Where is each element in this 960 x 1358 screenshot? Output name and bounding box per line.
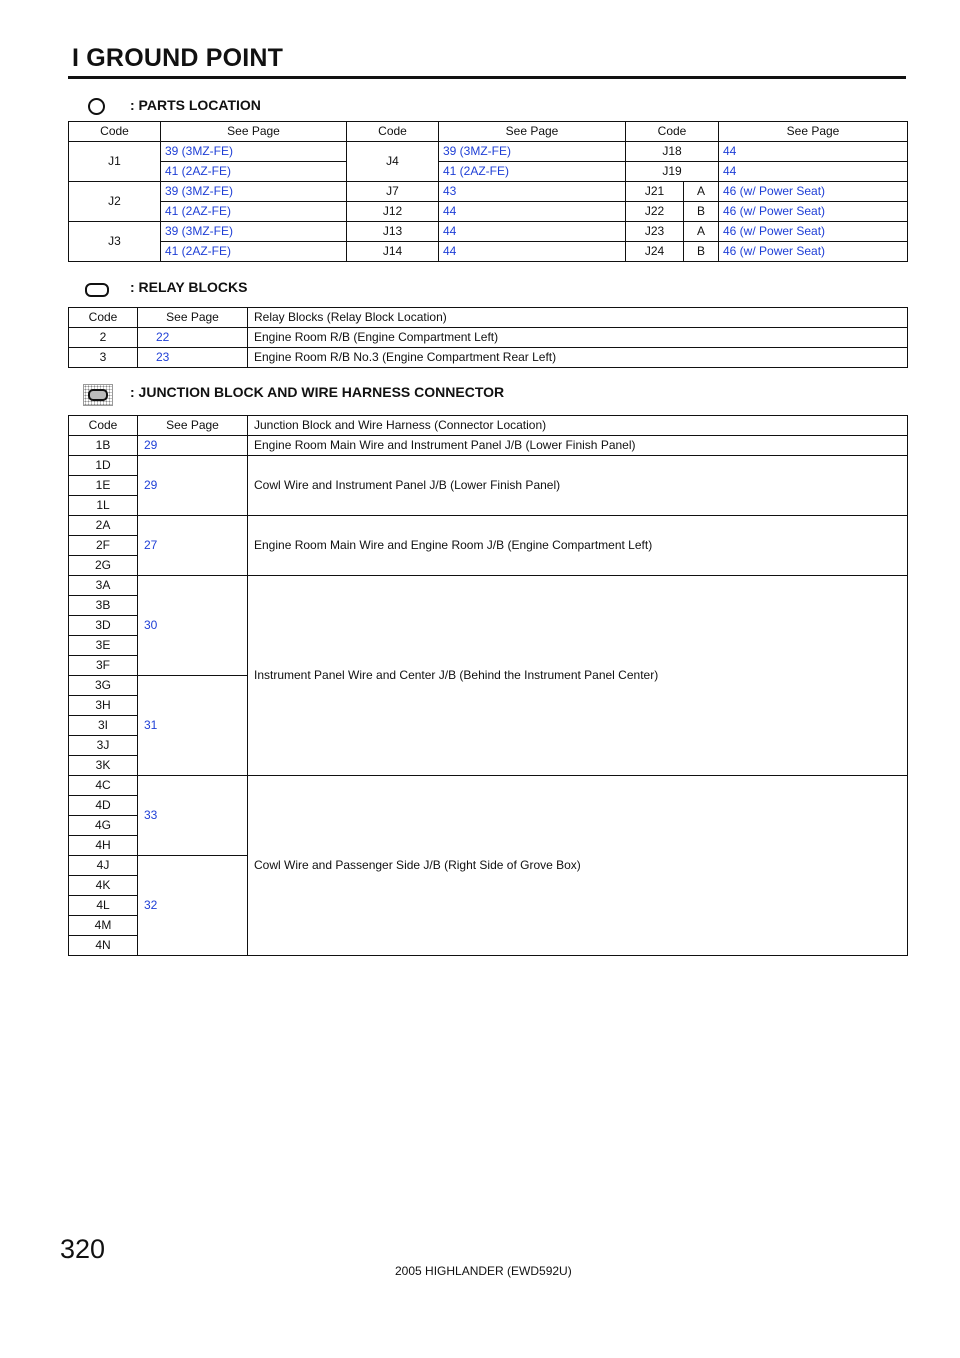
code-cell: 3I [69, 716, 138, 736]
code-cell: J2 [69, 182, 161, 222]
sub-code-cell: B [684, 202, 719, 222]
page-link[interactable]: 43 [439, 182, 626, 202]
code-cell: 3E [69, 636, 138, 656]
location-cell: Engine Room R/B (Engine Compartment Left) [248, 328, 908, 348]
table-row [69, 348, 908, 368]
location-cell: Engine Room R/B No.3 (Engine Compartment Rear Left) [248, 348, 908, 368]
page-link[interactable]: 39 (3MZ-FE) [439, 142, 626, 162]
page-title: I GROUND POINT [72, 44, 284, 72]
location-cell: Cowl Wire and Passenger Side J/B (Right Side of Grove Box) [248, 776, 908, 956]
code-cell: 3A [69, 576, 138, 596]
page-link[interactable]: 22 [138, 328, 248, 348]
page-number: 320 [60, 1234, 106, 1264]
page-link[interactable]: 29 [138, 436, 248, 456]
page-link[interactable]: 46 (w/ Power Seat) [719, 182, 908, 202]
code-cell: 3H [69, 696, 138, 716]
code-cell: 3B [69, 596, 138, 616]
page-link[interactable]: 44 [439, 202, 626, 222]
code-cell: 4J [69, 856, 138, 876]
code-cell: 3J [69, 736, 138, 756]
page-link[interactable]: 27 [138, 516, 248, 576]
code-cell: 1D [69, 456, 138, 476]
code-cell: J13 [347, 222, 439, 242]
table-row [69, 328, 908, 348]
col-header-see-page: See Page [138, 416, 248, 436]
junction-block-heading: : JUNCTION BLOCK AND WIRE HARNESS CONNECTOR [130, 384, 505, 400]
parts-location-table [68, 121, 908, 262]
page-link[interactable]: 44 [439, 242, 626, 262]
junction-block-table [68, 415, 908, 956]
code-cell: 2G [69, 556, 138, 576]
code-cell: 1E [69, 476, 138, 496]
code-cell: 4H [69, 836, 138, 856]
page-link[interactable]: 39 (3MZ-FE) [161, 182, 347, 202]
location-cell: Cowl Wire and Instrument Panel J/B (Lower Finish Panel) [248, 456, 908, 516]
code-cell: 2 [69, 328, 138, 348]
col-header-location: Relay Blocks (Relay Block Location) [248, 308, 908, 328]
location-cell: Engine Room Main Wire and Engine Room J/B (Engine Compartment Left) [248, 516, 908, 576]
code-cell: J7 [347, 182, 439, 202]
page-link[interactable]: 44 [439, 222, 626, 242]
location-cell: Instrument Panel Wire and Center J/B (Behind the Instrument Panel Center) [248, 576, 908, 776]
page-link[interactable]: 41 (2AZ-FE) [161, 162, 347, 182]
page-link[interactable]: 44 [719, 162, 908, 182]
code-cell: 4K [69, 876, 138, 896]
page-link[interactable]: 44 [719, 142, 908, 162]
circle-symbol-icon [88, 98, 105, 115]
col-header-see-page: See Page [138, 308, 248, 328]
code-cell: 3K [69, 756, 138, 776]
page-link[interactable]: 33 [138, 776, 248, 856]
page-link[interactable]: 39 (3MZ-FE) [161, 142, 347, 162]
code-cell: 3D [69, 616, 138, 636]
code-cell: J23 [626, 222, 684, 242]
relay-blocks-heading: : RELAY BLOCKS [130, 279, 248, 295]
code-cell: J22 [626, 202, 684, 222]
col-header-code: Code [626, 122, 719, 142]
code-cell: J19 [626, 162, 719, 182]
code-cell: J21 [626, 182, 684, 202]
code-cell: 4G [69, 816, 138, 836]
col-header-see-page: See Page [719, 122, 908, 142]
col-header-see-page: See Page [439, 122, 626, 142]
col-header-code: Code [69, 416, 138, 436]
code-cell: 2F [69, 536, 138, 556]
code-cell: J14 [347, 242, 439, 262]
code-cell: 3 [69, 348, 138, 368]
code-cell: J3 [69, 222, 161, 262]
code-cell: 4M [69, 916, 138, 936]
oval-symbol-icon [85, 283, 109, 297]
page-link[interactable]: 46 (w/ Power Seat) [719, 202, 908, 222]
code-cell: J4 [347, 142, 439, 182]
code-cell: 4N [69, 936, 138, 956]
code-cell: 4L [69, 896, 138, 916]
col-header-location: Junction Block and Wire Harness (Connector Location) [248, 416, 908, 436]
page-link[interactable]: 41 (2AZ-FE) [439, 162, 626, 182]
sub-code-cell: B [684, 242, 719, 262]
hatched-connector-symbol-icon [83, 384, 113, 406]
sub-code-cell: A [684, 182, 719, 202]
code-cell: J12 [347, 202, 439, 222]
col-header-code: Code [347, 122, 439, 142]
code-cell: 4D [69, 796, 138, 816]
title-rule [68, 76, 906, 79]
code-cell: 1B [69, 436, 138, 456]
code-cell: 2A [69, 516, 138, 536]
page-link[interactable]: 29 [138, 456, 248, 516]
page-link[interactable]: 46 (w/ Power Seat) [719, 242, 908, 262]
col-header-code: Code [69, 308, 138, 328]
code-cell: J18 [626, 142, 719, 162]
col-header-see-page: See Page [161, 122, 347, 142]
code-cell: 3F [69, 656, 138, 676]
code-cell: 1L [69, 496, 138, 516]
page-link[interactable]: 23 [138, 348, 248, 368]
page-link[interactable]: 30 [138, 576, 248, 676]
code-cell: 3G [69, 676, 138, 696]
sub-code-cell: A [684, 222, 719, 242]
relay-blocks-table [68, 307, 908, 368]
location-cell: Engine Room Main Wire and Instrument Panel J/B (Lower Finish Panel) [248, 436, 908, 456]
page-link[interactable]: 46 (w/ Power Seat) [719, 222, 908, 242]
page-link[interactable]: 41 (2AZ-FE) [161, 202, 347, 222]
code-cell: J24 [626, 242, 684, 262]
page-link[interactable]: 39 (3MZ-FE) [161, 222, 347, 242]
page-link[interactable]: 31 [138, 676, 248, 776]
page-link[interactable]: 32 [138, 856, 248, 956]
col-header-code: Code [69, 122, 161, 142]
page-footer: 2005 HIGHLANDER (EWD592U) [395, 1264, 572, 1278]
code-cell: 4C [69, 776, 138, 796]
code-cell: J1 [69, 142, 161, 182]
page-link[interactable]: 41 (2AZ-FE) [161, 242, 347, 262]
parts-location-heading: : PARTS LOCATION [130, 97, 261, 113]
